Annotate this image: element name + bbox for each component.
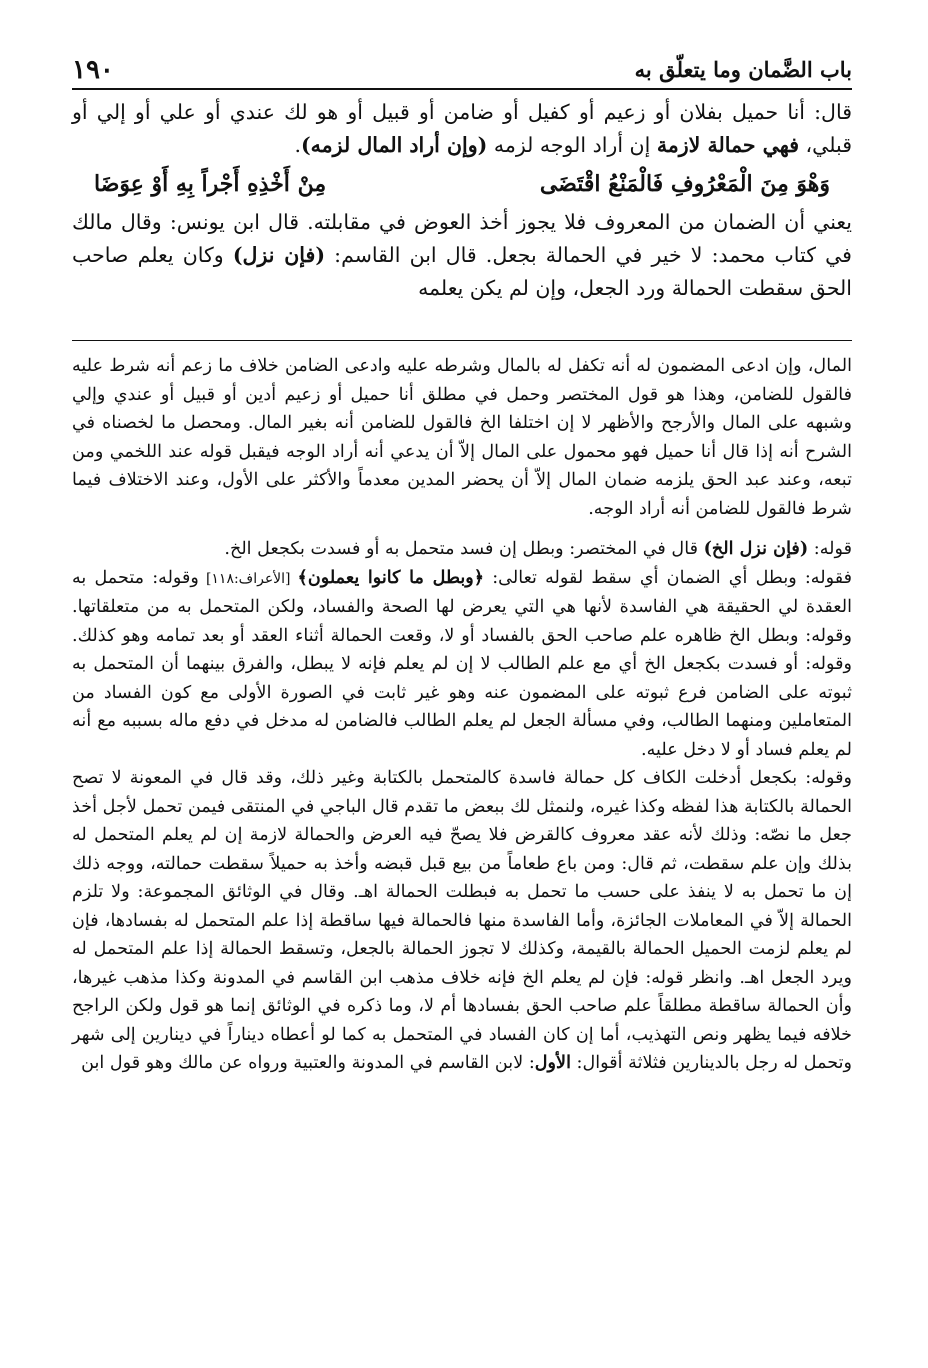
spacer (72, 523, 852, 535)
text-run: يعني أن الضمان من المعروف فلا يجوز أخذ العوض في مقابلته. قال ابن يونس: وقال مالك في كتاب محمد: لا خير في الحمالة بجعل. قال ابن القاسم: (72, 210, 852, 267)
text-run: وقوله: بكجعل أدخلت الكاف كل حمالة فاسدة كالمتحمل بالكتابة وغير ذلك، وقد قال في المعونة لا تصح الحمالة بالكتابة هذا لفظه وكذا غيره، ولنمثل لك ببعض ما تقدم قال الباجي في المنتقى فيمن تحمل لأجل أخذ جعل ما نصّه: وذلك لأنه عقد معروف كالقرض فلا يصحّ فيه العرض والحمالة لازمة إن لم يعلم المتحمل له بذلك وإن علم سقطت، ثم قال: ومن باع طعاماً من بيع قبل قبضه وأخذ به حميلاً سقطت حمالته، ووجه ذلك إن ما تحمل به لا ينفذ على حسب ما تحمل به فبطلت الحمالة اهـ. وقال في الوثائق المجموعة: ولا تلزم الحمالة إلاّ في المعاملات الجائزة، وأما الفاسدة منها فالحمالة فيها ساقطة إذا علم المتحمل له بفسادها، فإن لم يعلم لزمت الحميل الحمالة بالقيمة، وكذلك لا تجوز الحمالة بالجعل، وتسقط الحمالة إذا علم المتحمل له ويرد الجعل اهـ. وانظر قوله: فإن لم يعلم الخ فإنه خلاف مذهب ابن القاسم في المدونة وكذا مذهب غيرها، وأن الحمالة ساقطة مطلقاً علم صاحب الحق بفسادها أم لا، وما ذكره في الوثائق إنما هو قول ولكن الراجح خلافه فيما يظهر ونص التهذيب، أما إن كان الفساد في المتحمل به كما لو أعطاه ديناراً في دينارين إلى شهر وتحمل له رجل بالدينارين فثلاثة أقوال: (72, 768, 852, 1073)
text-run: قال في المختصر: وبطل إن فسد متحمل به أو فسدت بكجعل الخ. (224, 539, 704, 559)
text-run: قوله: (808, 539, 852, 559)
text-run: : لابن القاسم في المدونة والعتبية ورواه عن مالك وهو قول ابن (81, 1053, 535, 1073)
commentary-paragraph-3 (72, 564, 852, 765)
bold-run: (وإن أراد المال لزمه) (300, 133, 488, 157)
bold-run: فهي حمالة لازمة (656, 133, 799, 157)
quran-reference: [الأعراف:١١٨] (198, 570, 298, 587)
main-paragraph-2 (72, 206, 852, 305)
commentary-paragraph-2 (72, 535, 852, 564)
running-header (72, 48, 852, 90)
page-number: ١٩٠ (72, 55, 114, 85)
commentary-paragraph-1: المال، وإن ادعى المضمون له أنه تكفل له بالمال وشرطه عليه وادعى الضامن خلاف ما زعم أنه شرط عليه فالقول للضامن، وهذا هو قول المختصر وحمل في مطلق أنا حميل أو زعيم أدين أو قبيل أو عندي وإلي وشبهه على المال والأرجح والأظهر لا إن اختلفا الخ فالقول للضامن أنه بغير المال. ومحصل ما لخصناه في الشرح أنه إذا قال أنا حميل فهو محمول على المال إلاّ أن يدعي أنه أراد الوجه فيقبل قوله عند اللخمي ومن تبعه، وعند عبد الحق يلزمه ضمان المال إلاّ أن يحضر المدين معدماً والأكثر على الأول، وعند الاختلاف فيما شرط فالقول للضامن أنه أراد الوجه. (72, 356, 852, 519)
poem-verse (94, 164, 830, 204)
text-run: . (294, 133, 301, 157)
bold-run: (فإن نزل) (232, 243, 326, 267)
chapter-title: باب الضَّمان وما يتعلّق به (634, 57, 852, 82)
text-run: قال: أنا حميل بفلان أو زعيم أو كفيل أو ضامن أو قبيل أو هو لك عندي أو علي أو إلي أو قبلي، (72, 100, 852, 157)
text-run: وكان يعلم صاحب الحق سقطت الحمالة ورد الجعل، وإن لم يكن يعلمه (72, 243, 852, 300)
text-run: وقوله: متحمل به العقدة لي الحقيقة هي الفاسدة لأنها هي التي يعرض لها الصحة والفساد، ولكن المتحمل به من متعلقاتها. وقوله: وبطل الخ ظاهره علم صاحب الحق بالفساد أو لا، وقعت الحمالة أثناء العقد أو بعد تمامه وهو كذلك. وقوله: أو فسدت بكجعل الخ أي مع علم الطالب لا إن لم يعلم فإنه لا يبطل، والفرق بينهما أن المتحمل به ثبوته على الضامن فرع ثبوته على المضمون عنه وهو غير ثابت في الصورة الأولى مع كون الفساد من المتعاملين ومنهما الطالب، وفي مسألة الجعل لم يعلم الطالب فالضامن له مدخل في دفع ماله بسببه مع أنه لم يعلم فساد أو لا دخل عليه. (72, 567, 852, 760)
verse-second-hemistich: مِنْ أَخْذِهِ أَجْراً بِهِ أَوْ عِوَضَا (94, 171, 327, 197)
main-text (72, 96, 852, 305)
main-paragraph-1 (72, 96, 852, 162)
quran-quote: ﴿وبطل ما كانوا يعملون﴾ (297, 566, 485, 588)
commentary-paragraph-4 (72, 764, 852, 1078)
footnote-separator (72, 340, 852, 341)
bold-run: الأول (534, 1052, 571, 1073)
verse-first-hemistich: وَهْوَ مِنَ الْمَعْرُوفِ فَالْمَنْعُ اقْتَضَى (539, 171, 830, 197)
bold-run: (فإن نزل الخ) (703, 538, 809, 559)
commentary (72, 352, 852, 1078)
text-run: إن أراد الوجه لزمه (487, 133, 657, 157)
text-run: فقوله: وبطل أي الضمان أي سقط لقوله تعالى: (484, 567, 853, 588)
